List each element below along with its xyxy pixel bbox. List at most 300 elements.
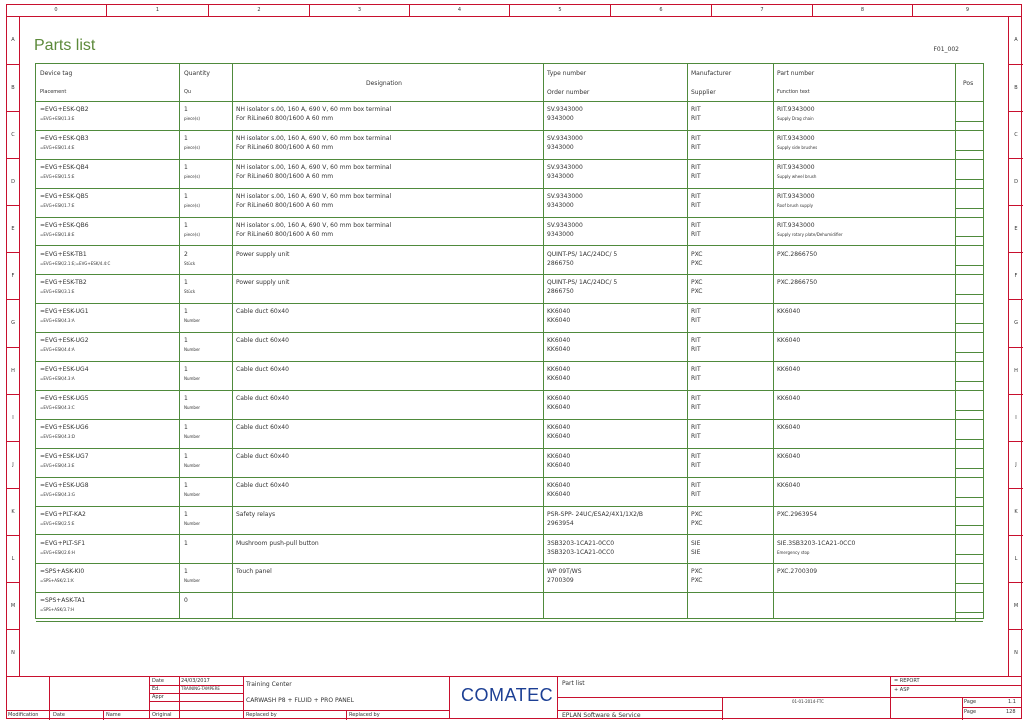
manufacturer: RIT xyxy=(691,366,701,374)
designation-line-2: For RiLine60 800/1600 A 60 mm xyxy=(236,201,334,209)
column-marker: 8 xyxy=(812,4,912,17)
device-tag: =EVG+ESK-UG7 xyxy=(40,452,89,460)
part-number: KK6040 xyxy=(777,481,801,489)
part-number: RIT.9343000 xyxy=(777,221,815,229)
right-row-strip xyxy=(1008,17,1022,676)
table-row[interactable] xyxy=(36,593,983,622)
row-marker: I xyxy=(1009,394,1023,441)
pos-cell xyxy=(955,208,983,217)
manufacturer: PXC xyxy=(691,250,703,258)
placement: =EVG+ESK/1.4:E xyxy=(40,144,75,150)
supplier: RIT xyxy=(691,346,701,354)
tb-page-key: Page xyxy=(964,699,977,705)
row-marker: M xyxy=(6,582,20,629)
column-marker: 7 xyxy=(711,4,812,17)
unit: Number xyxy=(184,376,201,382)
unit: piece(s) xyxy=(184,173,200,179)
row-marker: B xyxy=(1009,64,1023,111)
title-block xyxy=(6,676,1022,719)
placement: =EVG+ESK/1.8:E xyxy=(40,231,75,237)
pos-cell xyxy=(955,525,983,534)
pos-cell xyxy=(955,323,983,332)
tb-modification: Modification xyxy=(8,712,39,718)
tb-project: CARWASH P8 + FLUID + PRO PANEL xyxy=(246,697,354,704)
header-quantity: Quantity xyxy=(184,70,210,77)
unit: piece(s) xyxy=(184,116,200,121)
order-number: KK6040 xyxy=(547,432,571,440)
header-function-text: Function text xyxy=(777,89,810,95)
device-tag: =EVG+ESK-QB5 xyxy=(40,192,89,200)
table-row[interactable] xyxy=(36,391,983,420)
placement: =EVG+ESK/4.3:A xyxy=(40,318,75,324)
row-marker: J xyxy=(1009,441,1023,488)
table-row[interactable] xyxy=(36,536,983,565)
designation-line-1: Cable duct 60x40 xyxy=(236,481,289,489)
device-tag: =EVG+ESK-UG4 xyxy=(40,366,89,374)
supplier: RIT xyxy=(691,404,701,411)
pos-cell xyxy=(955,150,983,159)
supplier: PXC xyxy=(691,519,703,527)
device-tag: =SPS+ASK-TA1 xyxy=(40,597,86,605)
tb-pages-key: Page xyxy=(964,709,977,715)
type-number: QUINT-PS/ 1AC/24DC/ 5 xyxy=(547,250,618,258)
tb-divider xyxy=(149,677,150,719)
tb-divider xyxy=(722,697,723,720)
designation-line-1: NH isolator s.00, 160 A, 690 V, 60 mm box terminal xyxy=(236,106,392,113)
placement: =EVG+ESK/4.3:C xyxy=(40,405,75,410)
tb-date-key: Date xyxy=(152,678,164,684)
part-number: RIT.9343000 xyxy=(777,192,815,200)
part-number: KK6040 xyxy=(777,423,801,431)
tb-date-label: Date xyxy=(53,712,65,718)
part-number: PXC.2866750 xyxy=(777,279,818,287)
quantity: 1 xyxy=(184,337,188,345)
supplier: RIT xyxy=(691,115,701,122)
manufacturer: RIT xyxy=(691,221,701,229)
column-header-strip xyxy=(6,4,1022,17)
table-row[interactable] xyxy=(36,564,983,593)
designation-line-2: For RiLine60 800/1600 A 60 mm xyxy=(236,143,334,151)
device-tag: =EVG+ESK-QB4 xyxy=(40,163,89,171)
order-number: 9343000 xyxy=(547,143,574,151)
type-number: 3SB3203-1CA21-0CC0 xyxy=(547,539,615,547)
device-tag: =EVG+PLT-SF1 xyxy=(40,539,86,547)
column-marker: 3 xyxy=(309,4,409,17)
supplier: PXC xyxy=(691,577,703,585)
device-tag: =EVG+ESK-QB2 xyxy=(40,106,89,113)
device-tag: =EVG+ESK-TB1 xyxy=(40,250,87,258)
table-row[interactable] xyxy=(36,304,983,333)
unit: Number xyxy=(184,405,201,410)
order-number: KK6040 xyxy=(547,461,571,469)
row-marker: N xyxy=(1009,629,1023,676)
tb-appr-key: Appr xyxy=(152,694,164,700)
part-number: KK6040 xyxy=(777,337,801,345)
quantity: 1 xyxy=(184,192,188,200)
placement: =EVG+ESK/3.1:E xyxy=(40,289,75,295)
row-marker: C xyxy=(6,111,20,158)
order-number: 2963954 xyxy=(547,519,574,527)
quantity: 1 xyxy=(184,423,188,431)
function-text: Roof brush supply xyxy=(777,202,813,208)
column-marker: 2 xyxy=(208,4,309,17)
tb-divider xyxy=(49,677,50,720)
column-marker: 6 xyxy=(610,4,711,17)
pos-cell xyxy=(955,583,983,592)
designation-line-1: Cable duct 60x40 xyxy=(236,366,289,374)
designation-line-1: Cable duct 60x40 xyxy=(236,308,289,316)
device-tag: =EVG+ESK-QB6 xyxy=(40,221,89,229)
row-marker: L xyxy=(1009,535,1023,582)
manufacturer: RIT xyxy=(691,192,701,200)
row-marker: G xyxy=(6,299,20,346)
row-marker: K xyxy=(1009,488,1023,535)
row-marker: L xyxy=(6,535,20,582)
type-number: KK6040 xyxy=(547,366,571,374)
part-number: KK6040 xyxy=(777,395,801,402)
device-tag: =EVG+ESK-UG8 xyxy=(40,481,89,489)
manufacturer: PXC xyxy=(691,568,703,576)
row-marker: M xyxy=(1009,582,1023,629)
type-number: KK6040 xyxy=(547,423,571,431)
placement: =EVG+ESK/4.3:A xyxy=(40,376,75,382)
function-text: Supply side brushes xyxy=(777,144,818,150)
supplier: RIT xyxy=(691,375,701,383)
device-tag: =EVG+ESK-TB2 xyxy=(40,279,87,287)
order-number: KK6040 xyxy=(547,317,571,325)
row-marker: H xyxy=(6,347,20,394)
tb-hline xyxy=(557,710,722,711)
header-manufacturer: Manufacturer xyxy=(691,70,732,77)
type-number: WP 09T/WS xyxy=(547,568,582,576)
supplier: RIT xyxy=(691,432,701,440)
header-designation: Designation xyxy=(366,80,402,87)
quantity: 1 xyxy=(184,395,188,402)
type-number: KK6040 xyxy=(547,452,571,460)
tb-divider xyxy=(557,677,558,719)
placement: =SPS+ASK/2.1:K xyxy=(40,578,74,584)
column-marker: 9 xyxy=(912,4,1022,17)
unit: Stück xyxy=(184,260,196,266)
row-marker: E xyxy=(6,205,20,252)
tb-eplan: EPLAN Software & Service xyxy=(562,712,641,719)
quantity: 1 xyxy=(184,279,188,287)
quantity: 2 xyxy=(184,250,188,258)
comatec-logo: COMATEC xyxy=(461,685,554,705)
parts-table xyxy=(35,63,984,619)
designation-line-1: NH isolator s.00, 160 A, 690 V, 60 mm box terminal xyxy=(236,134,392,142)
pos-cell xyxy=(955,410,983,419)
manufacturer: RIT xyxy=(691,308,701,316)
tb-replaced-from: Replaced by xyxy=(246,712,277,718)
manufacturer: PXC xyxy=(691,510,703,518)
tb-hline xyxy=(557,697,1022,698)
tb-pages-value: 128 xyxy=(1006,709,1016,715)
part-number: KK6040 xyxy=(777,452,801,460)
tb-replaced-by: Replaced by xyxy=(349,712,380,718)
header-part-number: Part number xyxy=(777,70,815,77)
designation-line-1: Touch panel xyxy=(236,568,272,576)
pos-cell xyxy=(955,265,983,274)
order-number: KK6040 xyxy=(547,490,571,498)
pos-cell xyxy=(955,612,983,621)
unit: Number xyxy=(184,318,201,324)
designation-line-1: Mushroom push-pull button xyxy=(236,539,319,547)
device-tag: =SPS+ASK-KI0 xyxy=(40,568,85,576)
tb-divider xyxy=(449,677,450,719)
order-number: KK6040 xyxy=(547,404,571,411)
supplier: PXC xyxy=(691,288,703,296)
order-number: 3SB3203-1CA21-0CC0 xyxy=(547,548,615,556)
device-tag: =EVG+PLT-KA2 xyxy=(40,510,86,518)
manufacturer: RIT xyxy=(691,163,701,171)
header-order-number: Order number xyxy=(547,89,590,96)
header-supplier: Supplier xyxy=(691,89,716,96)
order-number: KK6040 xyxy=(547,375,571,383)
page-title: Parts list xyxy=(34,37,96,54)
pos-cell xyxy=(955,554,983,563)
tb-ed-key: Ed. xyxy=(152,686,160,692)
order-number: 2866750 xyxy=(547,288,574,296)
pos-cell xyxy=(955,468,983,477)
placement: =EVG+ESK/4.3:E xyxy=(40,462,75,468)
supplier: RIT xyxy=(691,461,701,469)
unit: piece(s) xyxy=(184,231,200,237)
manufacturer: RIT xyxy=(691,395,701,402)
function-text: Supply Drag chain xyxy=(777,116,814,121)
type-number: QUINT-PS/ 1AC/24DC/ 5 xyxy=(547,279,618,287)
table-row[interactable] xyxy=(36,478,983,507)
manufacturer: RIT xyxy=(691,423,701,431)
part-number: RIT.9343000 xyxy=(777,163,815,171)
tb-divider xyxy=(103,710,104,720)
tb-divider xyxy=(890,677,891,719)
designation-line-1: NH isolator s.00, 160 A, 690 V, 60 mm box terminal xyxy=(236,221,392,229)
supplier: RIT xyxy=(691,201,701,209)
pos-cell xyxy=(955,236,983,245)
row-marker: F xyxy=(6,252,20,299)
unit: Stück xyxy=(184,289,196,295)
quantity: 1 xyxy=(184,510,188,518)
table-row[interactable] xyxy=(36,420,983,449)
order-number: 9343000 xyxy=(547,230,574,238)
supplier: SIE xyxy=(691,548,701,556)
type-number: KK6040 xyxy=(547,481,571,489)
type-number: KK6040 xyxy=(547,395,571,402)
unit: Number xyxy=(184,462,201,468)
unit: Number xyxy=(184,491,201,497)
quantity: 1 xyxy=(184,568,188,576)
header-qu: Qu xyxy=(184,89,192,95)
placement: =EVG+ESK/4.4:A xyxy=(40,347,75,353)
pos-cell xyxy=(955,439,983,448)
header-device-tag: Device tag xyxy=(40,70,73,77)
tb-hline xyxy=(890,685,1022,686)
tb-hline xyxy=(6,710,449,711)
quantity: 1 xyxy=(184,106,188,113)
placement: =EVG+ESK/4.3:G xyxy=(40,491,75,497)
unit: Number xyxy=(184,578,201,584)
tb-page-value: 1.1 xyxy=(1008,699,1016,705)
column-marker: 4 xyxy=(409,4,509,17)
order-number: 9343000 xyxy=(547,172,574,180)
type-number: SV.9343000 xyxy=(547,221,583,229)
tb-name-label: Name xyxy=(106,712,121,718)
tb-asp: + ASP xyxy=(894,687,910,693)
row-marker: J xyxy=(6,441,20,488)
row-marker: D xyxy=(1009,158,1023,205)
pos-cell xyxy=(955,352,983,361)
part-number: PXC.2963954 xyxy=(777,510,818,518)
supplier: RIT xyxy=(691,172,701,180)
row-marker: F xyxy=(1009,252,1023,299)
quantity: 1 xyxy=(184,163,188,171)
supplier: RIT xyxy=(691,143,701,151)
unit: Number xyxy=(184,347,201,353)
row-marker: B xyxy=(6,64,20,111)
type-number: SV.9343000 xyxy=(547,106,583,113)
table-row[interactable] xyxy=(36,449,983,478)
tb-hline xyxy=(149,701,243,702)
device-tag: =EVG+ESK-UG1 xyxy=(40,308,89,316)
header-placement: Placement xyxy=(40,89,67,95)
quantity: 1 xyxy=(184,539,188,547)
quantity: 0 xyxy=(184,597,188,605)
part-number: PXC.2866750 xyxy=(777,250,818,258)
page-reference: F01_002 xyxy=(933,46,959,53)
quantity: 1 xyxy=(184,481,188,489)
designation-line-1: Cable duct 60x40 xyxy=(236,452,289,460)
type-number: PSR-SPP- 24UC/ESA2/4X1/1X2/B xyxy=(547,510,644,518)
tb-divider xyxy=(962,697,963,720)
unit: piece(s) xyxy=(184,144,200,150)
tb-divider xyxy=(179,677,180,719)
row-marker: N xyxy=(6,629,20,676)
manufacturer: SIE xyxy=(691,539,701,547)
designation-line-1: Power supply unit xyxy=(236,279,290,287)
table-row[interactable] xyxy=(36,333,983,362)
manufacturer: RIT xyxy=(691,337,701,345)
designation-line-2: For RiLine60 800/1600 A 60 mm xyxy=(236,115,334,122)
supplier: RIT xyxy=(691,317,701,325)
unit: Number xyxy=(184,433,201,439)
tb-date-value: 24/03/2017 xyxy=(181,678,210,684)
quantity: 1 xyxy=(184,134,188,142)
type-number: KK6040 xyxy=(547,308,571,316)
row-marker: C xyxy=(1009,111,1023,158)
table-row[interactable] xyxy=(36,189,983,218)
designation-line-1: Cable duct 60x40 xyxy=(236,395,289,402)
designation-line-1: Safety relays xyxy=(236,510,276,518)
order-number: 9343000 xyxy=(547,115,574,122)
row-marker: D xyxy=(6,158,20,205)
type-number: SV.9343000 xyxy=(547,163,583,171)
pos-cell xyxy=(955,381,983,390)
pos-cell xyxy=(955,294,983,303)
unit: piece(s) xyxy=(184,202,200,208)
placement: =SPS+ASK/3.7:H xyxy=(40,607,75,613)
left-row-strip xyxy=(6,17,20,676)
header-type-number: Type number xyxy=(547,70,587,77)
function-text: Supply rotary plate/Dehumidifier xyxy=(777,231,843,237)
placement: =EVG+ESK/1.5:E xyxy=(40,173,75,179)
designation-line-1: Power supply unit xyxy=(236,250,290,258)
table-row[interactable] xyxy=(36,247,983,276)
supplier: RIT xyxy=(691,230,701,238)
placement: =EVG+ESK/1.3:E xyxy=(40,116,75,121)
quantity: 1 xyxy=(184,366,188,374)
part-number: KK6040 xyxy=(777,366,801,374)
table-row[interactable] xyxy=(36,131,983,160)
designation-line-2: For RiLine60 800/1600 A 60 mm xyxy=(236,172,334,180)
quantity: 1 xyxy=(184,452,188,460)
table-row[interactable] xyxy=(36,275,983,304)
order-number: 2700309 xyxy=(547,577,574,585)
supplier: RIT xyxy=(691,490,701,498)
tb-ed-value: TRAINING-TAMPERE xyxy=(181,686,220,691)
device-tag: =EVG+ESK-UG2 xyxy=(40,337,89,345)
designation-line-2: For RiLine60 800/1600 A 60 mm xyxy=(236,230,334,238)
type-number: KK6040 xyxy=(547,337,571,345)
column-marker: 1 xyxy=(106,4,208,17)
manufacturer: RIT xyxy=(691,134,701,142)
manufacturer: RIT xyxy=(691,106,701,113)
order-number: 2866750 xyxy=(547,259,574,267)
designation-line-1: NH isolator s.00, 160 A, 690 V, 60 mm box terminal xyxy=(236,192,392,200)
quantity: 1 xyxy=(184,221,188,229)
manufacturer: PXC xyxy=(691,279,703,287)
table-row[interactable] xyxy=(36,160,983,189)
table-row[interactable] xyxy=(36,102,983,131)
pos-cell xyxy=(955,497,983,506)
tb-original: Original xyxy=(152,712,172,718)
device-tag: =EVG+ESK-UG5 xyxy=(40,395,89,402)
placement: =EVG+ESK/2.6:H xyxy=(40,549,75,555)
table-row[interactable] xyxy=(36,507,983,536)
table-row[interactable] xyxy=(36,218,983,247)
part-number: RIT.9343000 xyxy=(777,106,815,113)
part-number: KK6040 xyxy=(777,308,801,316)
row-marker: I xyxy=(6,394,20,441)
part-number: PXC.2700309 xyxy=(777,568,818,576)
device-tag: =EVG+ESK-QB3 xyxy=(40,134,89,142)
type-number: SV.9343000 xyxy=(547,192,583,200)
unit: Number xyxy=(184,520,201,526)
designation-line-1: Cable duct 60x40 xyxy=(236,337,289,345)
function-text: Emergency stop xyxy=(777,549,810,555)
manufacturer: RIT xyxy=(691,481,701,489)
table-row[interactable] xyxy=(36,362,983,391)
quantity: 1 xyxy=(184,308,188,316)
function-text: Supply wheel brush xyxy=(777,173,817,179)
designation-line-1: Cable duct 60x40 xyxy=(236,423,289,431)
supplier: PXC xyxy=(691,259,703,267)
placement: =EVG+ESK/2.5:E xyxy=(40,520,75,526)
row-marker: K xyxy=(6,488,20,535)
designation-line-1: NH isolator s.00, 160 A, 690 V, 60 mm box terminal xyxy=(236,163,392,171)
tb-code: 01-01-2014-FTC xyxy=(792,699,824,704)
pos-cell xyxy=(955,121,983,130)
row-marker: H xyxy=(1009,347,1023,394)
pos-cell xyxy=(955,179,983,188)
placement: =EVG+ESK/1.7:E xyxy=(40,202,75,208)
tb-doc-type: Part list xyxy=(562,680,585,687)
order-number: 9343000 xyxy=(547,201,574,209)
part-number: SIE.3SB3203-1CA21-0CC0 xyxy=(777,539,856,547)
manufacturer: RIT xyxy=(691,452,701,460)
tb-center: Training Center xyxy=(246,681,292,688)
row-marker: G xyxy=(1009,299,1023,346)
